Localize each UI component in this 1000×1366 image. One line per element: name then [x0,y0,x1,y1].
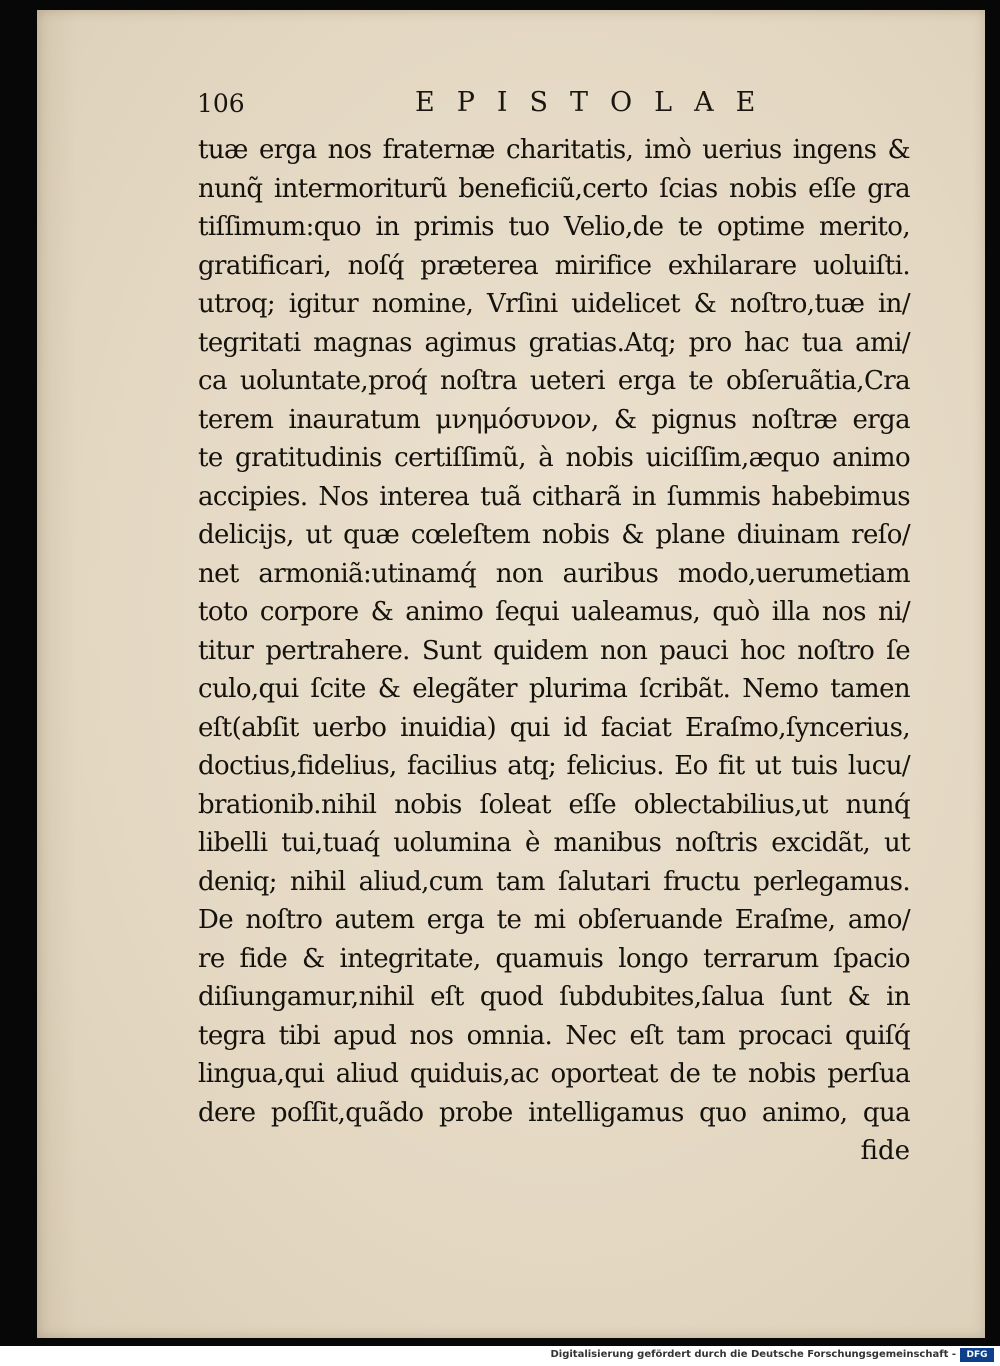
text-line: titur pertrahere. Sunt quidem non pauci hoc noſtro ſe [198,635,910,666]
text-line: eſt(abſit uerbo inuidia) qui id faciat Eraſmo,ſyncerius, [198,712,910,743]
dfg-logo: DFG [960,1348,994,1362]
page-header [197,85,917,125]
text-line: tiſſimum:quo in primis tuo Velio,de te optime merito, [198,212,910,242]
text-line: diſiungamur,nihil eſt quod ſubdubites,ſalua ſunt & in [198,982,910,1012]
text-line: doctius,fidelius, facilius atq; felicius. Eo fit ut tuis lucu/ [198,751,910,781]
text-line: nunq̃ intermoriturũ beneficiũ,certo ſcias nobis eſſe gra [198,173,910,204]
text-line: utroq; igitur nomine, Vrſini uidelicet & noſtro,tuæ in/ [198,289,910,319]
text-line: De noſtro autem erga te mi obſeruande Eraſme, amo/ [198,905,910,935]
text-line: culo,qui ſcite & elegãter plurima ſcribãt. Nemo tamen [198,674,910,704]
text-line: te gratitudinis certiſſimũ, à nobis uiciſſim,æquo animo [198,443,910,473]
page-number: 106 [197,89,245,118]
text-line: accipies. Nos interea tuã citharã in ſummis habebimus [198,481,910,512]
text-line: lingua,qui aliud quiduis,ac oporteat de te nobis perſua [198,1059,910,1089]
running-head: EPISTOLAE [415,87,778,118]
text-line: tegritati magnas agimus gratias.Atq; pro hac tua ami/ [198,327,910,358]
text-line: libelli tui,tuaq́ uolumina è manibus noſtris excidãt, ut [198,828,910,858]
text-line: brationib.nihil nobis ſoleat eſſe oblectabilius,ut nunq́ [198,789,910,820]
catchword: fide [860,1136,910,1166]
footer-credit: Digitalisierung gefördert durch die Deutsche Forschungsgemeinschaft - [550,1349,956,1360]
text-line: delicijs, ut quæ cœleſtem nobis & plane diuinam reſo/ [198,520,910,550]
text-line: ca uoluntate,proq́ noſtra ueteri erga te obſeruãtia,Cra [198,366,910,396]
text-line: tuæ erga nos fraternæ charitatis, imò uerius ingens & [198,135,910,165]
text-line: gratificari, noſq́ præterea mirifice exhilarare uoluiſti. [198,250,910,281]
body-text [198,131,910,1171]
text-line: deniq; nihil aliud,cum tam ſalutari fructu perlegamus. [198,866,910,897]
text-line: net armoniã:utinamq́ non auribus modo,uerumetiam [198,558,910,589]
text-line: tegra tibi apud nos omnia. Nec eſt tam procaci quiſq́ [198,1020,910,1051]
text-line: terem inauratum μνημόσυνον, & pignus noſtræ erga [198,404,910,435]
text-line: toto corpore & animo ſequi ualeamus, quò illa nos ni/ [198,597,910,627]
text-line: dere poſſit,quãdo probe intelligamus quo animo, qua [198,1097,910,1128]
footer-bar [0,1346,1000,1366]
text-line: re fide & integritate, quamuis longo terrarum ſpacio [198,943,910,974]
